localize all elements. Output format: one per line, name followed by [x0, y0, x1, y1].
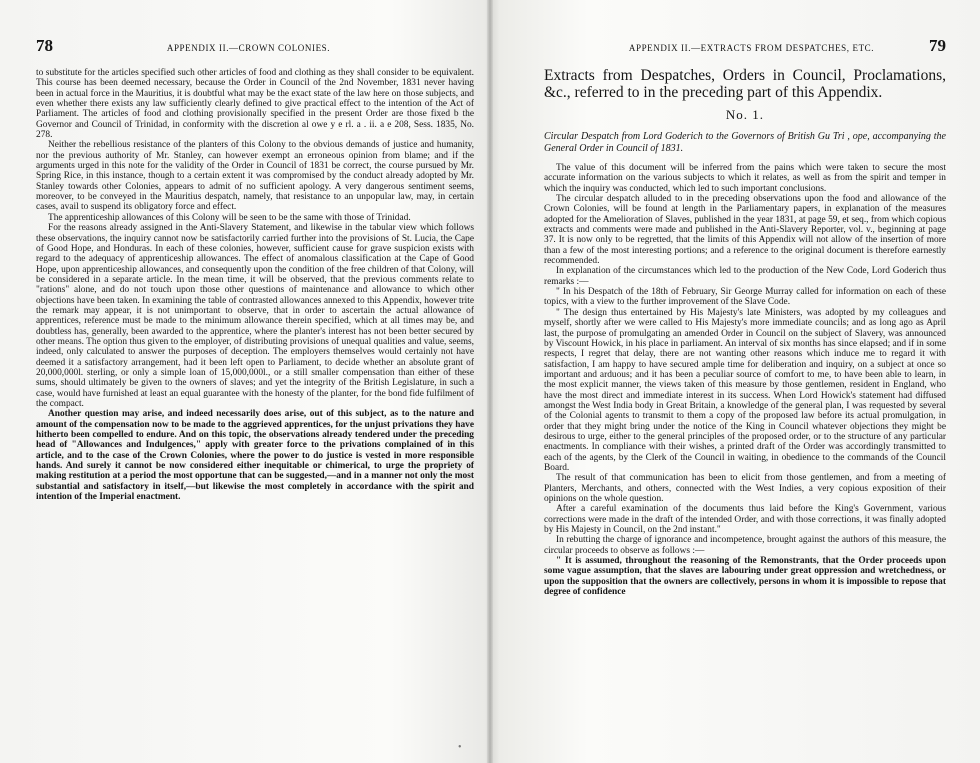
right-paragraph-7: After a careful examination of the documents thus laid before the King's Government, various corrections were made in the draft of the intended Order, and with those corrections, it was finally adopted by His Majesty in Council, on the 2nd instant." [544, 504, 946, 536]
left-paragraph-3: The apprenticeship allowances of this Colony will be seen to be the same with those of Trinidad. [48, 212, 411, 223]
right-paragraph-2: The circular despatch alluded to in the preceding observations upon the food and allowance of the Crown Colonies, will be found at length in the Parliamentary papers, in explanation of the measures adopted for the Amelioration of Slaves, published in the year 1831, at page 59, et seq., from which copious extracts and comments were made and published in the Anti-Slavery Reporter, vol. v., beginning at page 37. It is now only to be regretted, that the limits of this Appendix will not allow of the insertion of more than a few of the most interesting portions; and a reference to the original document is therefore earnestly recommended. [544, 194, 946, 267]
section-title: Extracts from Despatches, Orders in Council, Proclamations, &c., referred to in the preceding part of this Appendix. [544, 67, 946, 101]
left-page [0, 0, 488, 763]
left-running-head [36, 36, 474, 58]
left-body [36, 68, 474, 502]
right-body [544, 163, 946, 597]
document-number-heading: No. 1. [725, 107, 765, 122]
left-paragraph-2: Neither the rebellious resistance of the planters of this Colony to the obvious demands of justice and humanity, nor the previous authority of Mr. Stanley, can however exempt an erroneous opinion from blame; and if the arguments urged in this note for the validity of the Order in Council of 1831 be correct, the course pursued by Mr. Spring Rice, in this instance, though to a certain extent it was compromised by the conduct already adopted by Mr. Stanley towards other Colonies, appears to admit of no sufficient apology. A very dangerous sentiment seems, moreover, to be conveyed in the Mauritius despatch, namely, that resistance to an unpopular law, may, in certain cases, avail to suspend its obligatory force and effect. [36, 140, 474, 213]
left-paragraph-1: to substitute for the articles specified such other articles of food and clothing as they shall consider to be equivalent. This course has been deemed necessary, because the Order in Council of the 2nd November, 1831 never having been in actual force in the Mauritius, it is doubtful what may be the exact state of the law here on those subjects, and even whether there exists any law sufficiently clearly defined to give practical effect to the intention of the Act of Parliament. The articles of food and clothing provisionally specified in the present Order are those fixed b the Governor and Council of Trinidad, in conformity with the discretion al owe y e rl. a . ii. a e 208, Sess. 1835, No. 278. [36, 68, 474, 141]
right-page [492, 0, 980, 763]
page-mark-dot: • [458, 742, 462, 753]
left-running-title: APPENDIX II.—CROWN COLONIES. [166, 43, 331, 53]
left-paragraph-5: Another question may arise, and indeed necessarily does arise, out of this subject, as to the nature and amount of the compensation now to be made to the aggrieved apprentices, for the unjust privations they have hitherto been compelled to endure. And on this topic, the observations already tendered under the preceding head of "Allowances and Indulgences," apply with greater force to the privations complained of in this article, and to the case of the Crown Colonies, where the power to do justice is vested in more responsible hands. And surely it cannot be now considered either inequitable or chimerical, to urge the propriety of making restitution at a period the most opportune that can be suggested,—and in a manner not only the most substantial and satisfactory in itself,—but likewise the most completely in accordance with the spirit and intention of the Imperial enactment. [36, 409, 474, 503]
left-page-number: 78 [36, 36, 53, 55]
right-running-title: APPENDIX II.—EXTRACTS FROM DESPATCHES, ETC. [628, 43, 875, 53]
right-paragraph-6: The result of that communication has been to elicit from those gentlemen, and from a meeting of Planters, Merchants, and others, connected with the West Indies, a very copious exposition of their opinions on the whole question. [544, 473, 946, 504]
right-paragraph-5: " The design thus entertained by His Majesty's late Ministers, was adopted by my colleagues and myself, shortly after we were called to His Majesty's more immediate councils; and as long ago as April last, the purpose of promulgating an amended Order in Council on the subject of Slavery, was announced by Viscount Howick, in his place in parliament. An interval of six months has since elapsed; and if in some respects, I regret that delay, there are not wanting other reasons which induce me to regard it with satisfaction, I am happy to have secured ample time for deliberation and inquiry, on a subject at once so important and arduous; and it has been a peculiar source of comfort to me, to have been able to learn, in the most explicit manner, the views taken of this measure by those gentlemen, resident in England, who have the most direct and immediate interest in its success. When Lord Howick's statement had diffused amongst the West India body in Great Britain, a knowledge of the general plan, I was requested by several of the Colonial agents to transmit to them a copy of the proposed law before its actual promulgation, in order that they might bring under the notice of the King in Council whatever objections they might be desirous to urge, either to the general principles of the proposed order, or to the structure of any particular enactments. In compliance with their wishes, a printed draft of the Order was accordingly transmitted to each of the agents, by the Clerk of the Council in waiting, in obedience to the commands of the Council Board. [544, 307, 946, 473]
right-paragraph-9: " It is assumed, throughout the reasoning of the Remonstrants, that the Order proceeds upon some vague assumption, that the slaves are labouring under great oppression and wretchedness, or upon the supposition that the owners are collectively, persons in whom it is impossible to repose that degree of confidence [544, 556, 946, 598]
right-paragraph-3: In explanation of the circumstances which led to the production of the New Code, Lord Goderich thus remarks :— [544, 266, 946, 287]
right-paragraph-4: " In his Despatch of the 18th of February, Sir George Murray called for information on each of these topics, with a view to the further improvement of the Slave Code. [544, 287, 946, 308]
right-running-head [544, 36, 946, 58]
right-paragraph-8: In rebutting the charge of ignorance and incompetence, brought against the authors of this measure, the circular proceeds to observe as follows :— [544, 535, 946, 556]
circular-despatch-heading: Circular Despatch from Lord Goderich to the Governors of British Gu Tri , ope, accompanying the General Order in Council of 1831. [544, 131, 946, 154]
right-paragraph-1: The value of this document will be inferred from the pains which were taken to secure the most accurate information on the various subjects to which it relates, as well as from the spirit and temper in which the inquiry was conducted, which led to such important conclusions. [544, 163, 946, 194]
left-paragraph-4: For the reasons already assigned in the Anti-Slavery Statement, and likewise in the tabular view which follows these observations, the inquiry cannot now be satisfactorily carried further into the provisions of St. Lucia, the Cape of Good Hope, and Honduras. In each of these colonies, however, sufficient cause for grave suspicion exists with regard to the adequacy of apprenticeship allowances. The effect of anomalous classification at the Cape of Good Hope, upon apprenticeship allowances, and consequently upon the condition of the free children of that Colony, will be considered in a separate article. In the mean time, it will be observed, that the previous comments relate to "rations" alone, and do not touch upon those other questions of maintenance and allowance to which other objections have been taken. In examining the table of contrasted allowances annexed to this Appendix, however trite the remark may appear, it is not unimportant to observe, that in order to ascertain the actual allowance of apprentices, reference must be made to the minimum allowance therein specified, which at all times may be, and doubtless has, generally, been awarded to the apprentice, where the planter's interest has not been better secured by other means. The option thus given to the employer, of distributing provisions of unequal qualities and value, seems, indeed, only calculated to answer the purposes of deception. The employers themselves would certainly not have deemed it a satisfactory arrangement, had it been left open to Parliament, to decide whether an absolute grant of 20,000,000l. sterling, or only a simple loan of 15,000,000l., or a still smaller compensation than either of these sums, should ultimately be given to the owners of slaves; and yet the integrity of the British Legislature, in such a case, would have furnished at least an equal guarantee with the honesty of the planter, for the bond fide fulfilment of the compact. [36, 223, 474, 409]
right-page-number: 79 [929, 36, 946, 55]
